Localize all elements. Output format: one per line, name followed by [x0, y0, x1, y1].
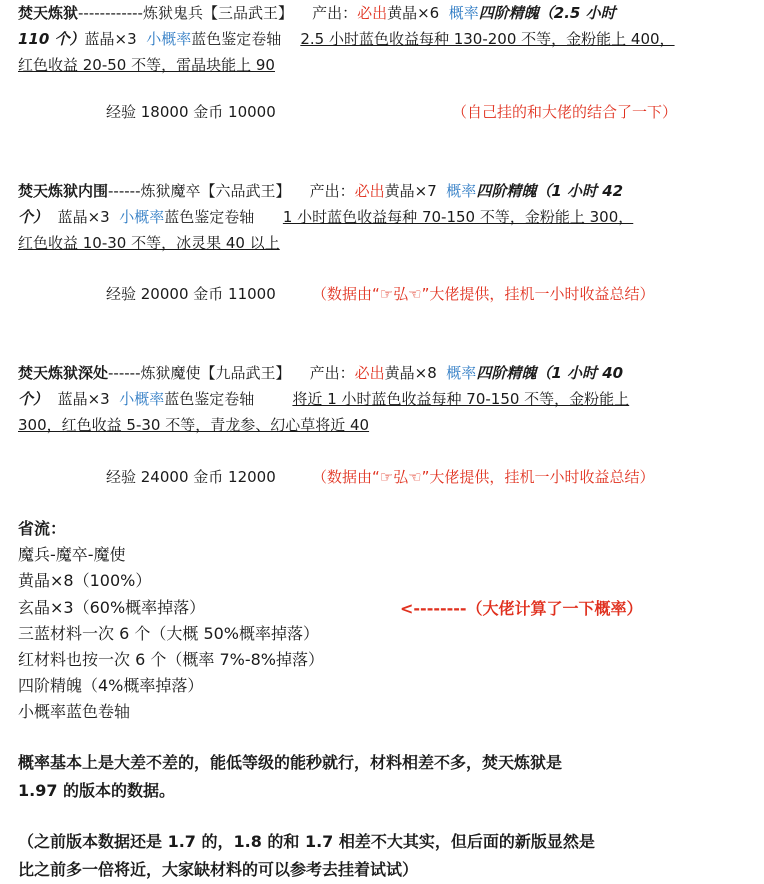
summary-item: 魔兵-魔卒-魔使	[18, 545, 126, 565]
summary-list	[18, 516, 324, 726]
conclusion-para-2	[18, 828, 595, 884]
lanjing: 蓝晶×3	[57, 390, 110, 408]
income-1: 1 小时蓝色收益每种 70-150 不等，金粉能上 300，	[282, 208, 634, 226]
prob-label: 概率	[448, 4, 479, 22]
huangjing: 黄晶×6	[387, 4, 440, 22]
boss-name: 炼狱魔使【九品武王】	[140, 364, 291, 382]
lanjing: 蓝晶×3	[57, 208, 110, 226]
summary-item: 小概率蓝色卷轴	[18, 702, 131, 722]
scroll: 蓝色鉴定卷轴	[164, 208, 255, 226]
section-2-line-2	[18, 204, 724, 230]
scroll: 蓝色鉴定卷轴	[191, 30, 282, 48]
section-3-line-1	[18, 360, 724, 386]
section-2-line-3	[18, 230, 724, 256]
summary-heading: 省流：	[18, 519, 67, 538]
sijie-count: 个）	[18, 390, 49, 408]
section-3	[18, 360, 724, 438]
income-2: 300，红色收益 5-30 不等，青龙参、幻心草将近 40	[18, 416, 370, 434]
section-1-note: （自己挂的和大佬的结合了一下）	[452, 103, 678, 121]
income-1: 将近 1 小时蓝色收益每种 70-150 不等，金粉能上	[292, 390, 630, 408]
section-1-line-1	[18, 0, 724, 26]
conclusion-line: 概率基本上是大差不差的，能低等级的能秒就行，材料相差不多，焚天炼狱是	[18, 753, 563, 772]
section-2	[18, 178, 724, 256]
section-1	[18, 0, 724, 78]
section-1-exp: 经验 18000 金币 10000	[106, 103, 276, 121]
conclusion-line: 1.97 的版本的数据。	[18, 781, 176, 800]
sijie: 四阶精魄（2.5 小时	[478, 4, 616, 22]
section-2-note: （数据由“☞弘☜”大佬提供，挂机一小时收益总结）	[312, 285, 655, 303]
conclusion-line: 比之前多一倍将近，大家缺材料的可以参考去挂着试试）	[18, 860, 419, 879]
must-drop: 必出	[354, 364, 385, 382]
prob-label: 概率	[446, 182, 477, 200]
section-1-line-3	[18, 52, 724, 78]
scroll: 蓝色鉴定卷轴	[164, 390, 255, 408]
income-1: 2.5 小时蓝色收益每种 130-200 不等，金粉能上 400，	[300, 30, 675, 48]
section-1-line-2	[18, 26, 724, 52]
summary-item: 红材料也按一次 6 个（概率 7%-8%掉落）	[18, 650, 324, 670]
huangjing: 黄晶×8	[384, 364, 437, 382]
sijie-count: 个）	[18, 208, 49, 226]
produce-label: 产出：	[312, 4, 358, 22]
small-prob: 小概率	[119, 390, 165, 408]
section-1-title: 焚天炼狱	[18, 4, 79, 22]
arrow-note: <--------（大佬计算了一下概率）	[400, 599, 643, 618]
summary-item: 黄晶×8（100%）	[18, 571, 152, 591]
dash: ------	[108, 364, 141, 382]
summary-item: 三蓝材料一次 6 个（大概 50%概率掉落）	[18, 623, 320, 643]
small-prob: 小概率	[119, 208, 165, 226]
income-2: 红色收益 20-50 不等，雷晶块能上 90	[18, 56, 275, 74]
section-2-line-1	[18, 178, 724, 204]
summary-item: 玄晶×3（60%概率掉落）	[18, 597, 206, 617]
conclusion-line: （之前版本数据还是 1.7 的，1.8 的和 1.7 相差不大其实，但后面的新版显然是	[18, 832, 595, 851]
must-drop: 必出	[354, 182, 385, 200]
section-2-title: 焚天炼狱内围	[18, 182, 109, 200]
must-drop: 必出	[357, 4, 388, 22]
lanjing: 蓝晶×3	[84, 30, 137, 48]
produce-label: 产出：	[309, 364, 355, 382]
boss-name: 炼狱鬼兵【三品武王】	[142, 4, 293, 22]
section-3-exp: 经验 24000 金币 12000	[106, 468, 276, 486]
section-3-line-3	[18, 412, 724, 438]
small-prob: 小概率	[146, 30, 192, 48]
section-3-note: （数据由“☞弘☜”大佬提供，挂机一小时收益总结）	[312, 468, 655, 486]
prob-label: 概率	[446, 364, 477, 382]
produce-label: 产出：	[309, 182, 355, 200]
section-3-line-2	[18, 386, 724, 412]
section-3-title: 焚天炼狱深处	[18, 364, 109, 382]
dash: ------------	[78, 4, 143, 22]
sijie-count: 110 个）	[18, 30, 85, 48]
section-2-exp: 经验 20000 金币 11000	[106, 285, 276, 303]
sijie: 四阶精魄（1 小时 40	[476, 364, 624, 382]
conclusion-para-1	[18, 749, 562, 805]
income-2: 红色收益 10-30 不等，冰灵果 40 以上	[18, 234, 280, 252]
boss-name: 炼狱魔卒【六品武王】	[140, 182, 291, 200]
sijie: 四阶精魄（1 小时 42	[476, 182, 624, 200]
dash: ------	[108, 182, 141, 200]
huangjing: 黄晶×7	[384, 182, 437, 200]
summary-item: 四阶精魄（4%概率掉落）	[18, 676, 204, 696]
